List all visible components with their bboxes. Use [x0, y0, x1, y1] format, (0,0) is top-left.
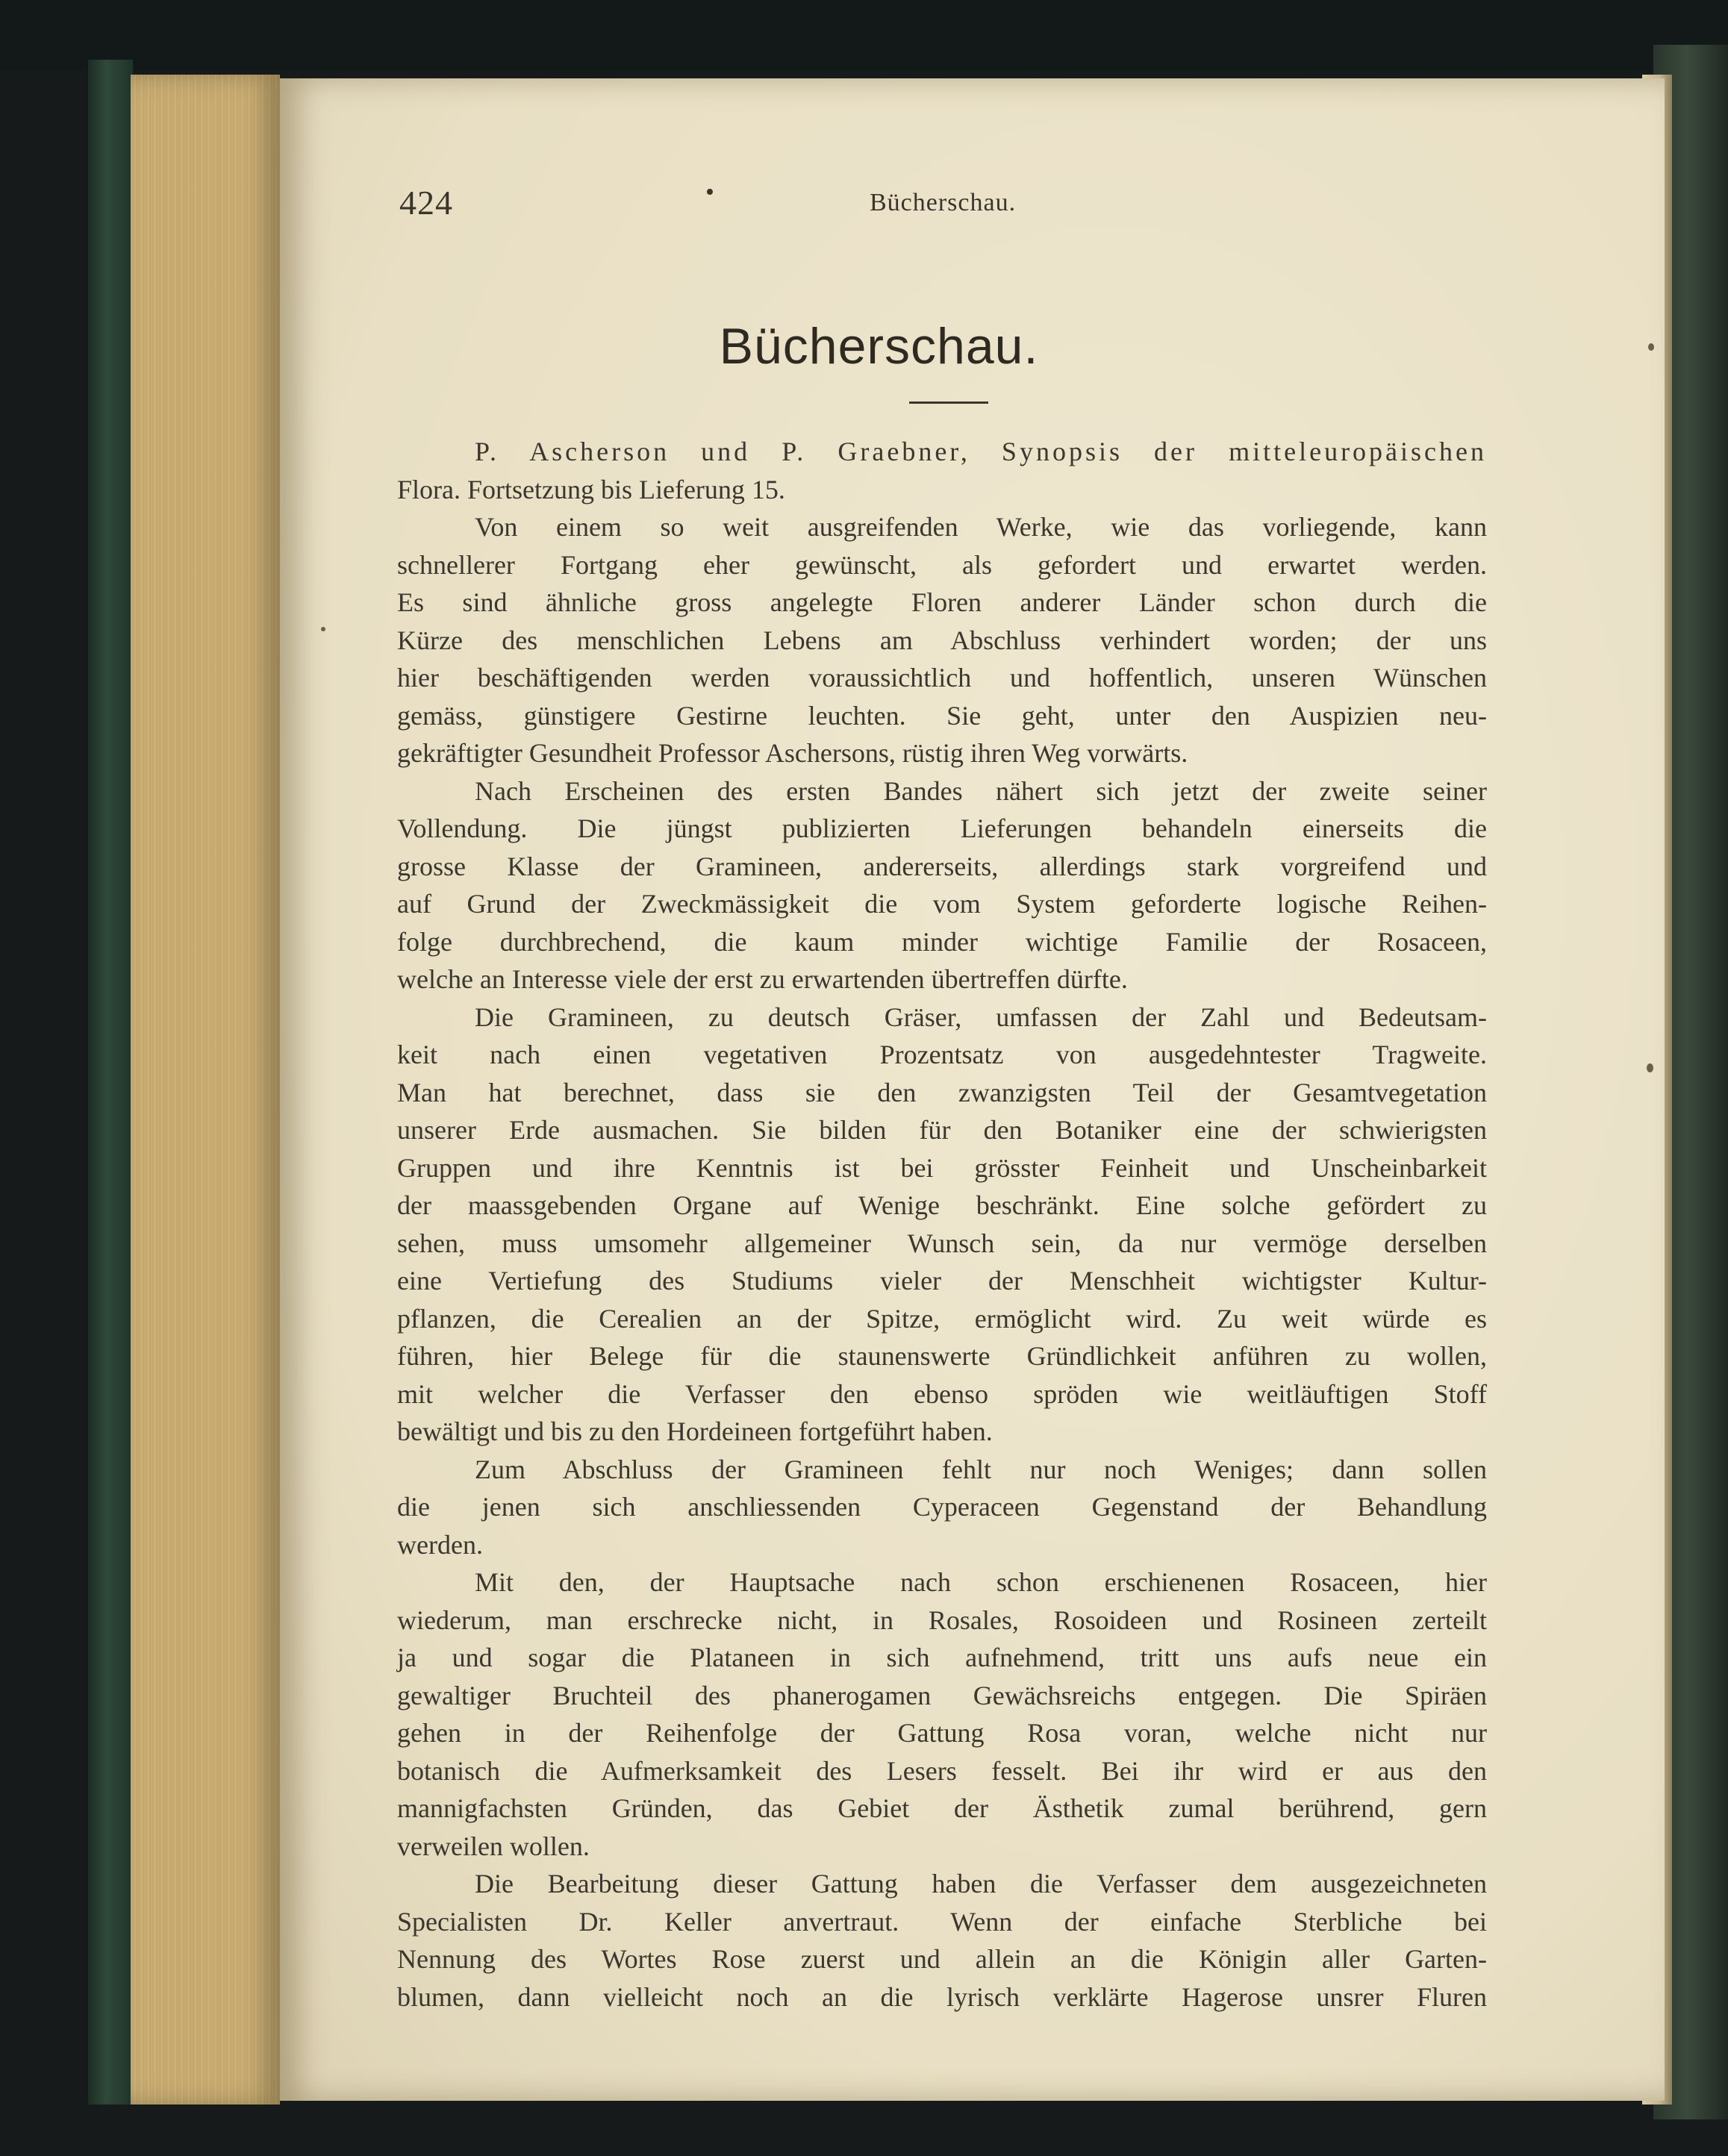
text-line: Die Gramineen, zu deutsch Gräser, umfassen der Zahl und Bedeutsam- [475, 1002, 1487, 1032]
text-line: pflanzen, die Cerealien an der Spitze, ermöglicht wird. Zu weit würde es [397, 1303, 1487, 1334]
text-line: Es sind ähnliche gross angelegte Floren anderer Länder schon durch die [397, 587, 1487, 617]
text-line: Specialisten Dr. Keller anvertraut. Wenn der einfache Sterbliche bei [397, 1906, 1487, 1937]
text-line: wiederum, man erschrecke nicht, in Rosales, Rosoideen und Rosineen zerteilt [397, 1604, 1487, 1635]
body-text [397, 433, 1487, 2016]
text-line: hier beschäftigenden werden voraussichtlich und hoffentlich, unseren Wünschen [397, 663, 1487, 693]
text-line: Man hat berechnet, dass sie den zwanzigsten Teil der Gesamtvegetation [397, 1077, 1487, 1107]
text-line: gemäss, günstigere Gestirne leuchten. Sie geht, unter den Auspizien neu- [397, 700, 1487, 731]
text-line: mit welcher die Verfasser den ebenso spröden wie weitläuftigen Stoff [397, 1378, 1487, 1409]
text-line: gekräftigter Gesundheit Professor Aschersons, rüstig ihren Weg vorwärts. [397, 738, 1188, 768]
text-line: die jenen sich anschliessenden Cyperaceen Gegenstand der Behandlung [397, 1492, 1487, 1522]
paper-speck [1648, 343, 1654, 351]
text-line: auf Grund der Zweckmässigkeit die vom System geforderte logische Reihen- [397, 889, 1487, 919]
text-line: P. Ascherson und P. Graebner, Synopsis der mitteleuropäischen [475, 437, 1487, 466]
running-head-dot: • [705, 178, 714, 206]
running-head-title: Bücherschau. [870, 189, 1017, 216]
text-line: verweilen wollen. [397, 1831, 590, 1861]
text-line: Nennung des Wortes Rose zuerst und allein an die Königin aller Garten- [397, 1944, 1487, 1974]
section-heading: Bücherschau. [719, 318, 1039, 375]
text-line: der maassgebenden Organe auf Wenige beschränkt. Eine solche gefördert zu [397, 1190, 1487, 1220]
page-number: 424 [399, 184, 453, 222]
text-line: ja und sogar die Plataneen in sich aufnehmend, tritt uns aufs neue ein [397, 1643, 1487, 1672]
text-line: grosse Klasse der Gramineen, andererseits, allerdings stark vorgreifend und [397, 851, 1487, 881]
paper-speck [321, 627, 325, 631]
text-line: gehen in der Reihenfolge der Gattung Rosa voran, welche nicht nur [397, 1718, 1487, 1748]
book-cover-top [0, 0, 1728, 71]
text-line: bewältigt und bis zu den Hordeineen fortgeführt haben. [397, 1416, 993, 1446]
text-line: botanisch die Aufmerksamkeit des Lesers fesselt. Bei ihr wird er aus den [397, 1755, 1487, 1786]
text-line: werden. [397, 1529, 483, 1560]
text-line: Von einem so weit ausgreifenden Werke, wie das vorliegende, kann [475, 512, 1487, 542]
page-stack-left [131, 75, 280, 2105]
text-line: Zum Abschluss der Gramineen fehlt nur noch Weniges; dann sollen [475, 1454, 1487, 1484]
text-line: keit nach einen vegetativen Prozentsatz von ausgedehntester Tragweite. [397, 1040, 1487, 1069]
text-line: Vollendung. Die jüngst publizierten Lieferungen behandeln einerseits die [397, 813, 1487, 843]
text-line: Gruppen und ihre Kenntnis ist bei grösster Feinheit und Unscheinbarkeit [397, 1152, 1487, 1183]
text-line: gewaltiger Bruchteil des phanerogamen Gewächsreichs entgegen. Die Spiräen [397, 1680, 1487, 1710]
running-head [399, 178, 1482, 228]
text-line: Flora. Fortsetzung bis Lieferung 15. [397, 474, 785, 504]
paper-speck [1647, 1063, 1653, 1072]
text-line: Kürze des menschlichen Lebens am Abschluss verhindert worden; der uns [397, 625, 1487, 655]
text-line: Die Bearbeitung dieser Gattung haben die Verfasser dem ausgezeichneten [475, 1869, 1487, 1899]
text-line: unserer Erde ausmachen. Sie bilden für den Botaniker eine der schwierigsten [397, 1115, 1487, 1145]
text-line: Mit den, der Hauptsache nach schon erschienenen Rosaceen, hier [475, 1567, 1487, 1597]
text-line: führen, hier Belege für die staunenswerte Gründlichkeit anführen zu wollen, [397, 1341, 1487, 1371]
text-line: schnellerer Fortgang eher gewünscht, als gefordert und erwartet werden. [397, 549, 1487, 580]
heading-rule [909, 401, 988, 404]
text-line: mannigfachsten Gründen, das Gebiet der Ästhetik zumal berührend, gern [397, 1793, 1487, 1823]
text-line: folge durchbrechend, die kaum minder wichtige Familie der Rosaceen, [397, 926, 1487, 957]
text-line: Nach Erscheinen des ersten Bandes nähert sich jetzt der zweite seiner [475, 775, 1487, 806]
text-line: blumen, dann vielleicht noch an die lyrisch verklärte Hagerose unsrer Fluren [397, 1981, 1487, 2012]
text-line: sehen, muss umsomehr allgemeiner Wunsch sein, da nur vermöge derselben [397, 1228, 1487, 1258]
text-line: welche an Interesse viele der erst zu erwartenden übertreffen dürfte. [397, 964, 1128, 994]
text-line: eine Vertiefung des Studiums vieler der Menschheit wichtigster Kultur- [397, 1266, 1487, 1296]
